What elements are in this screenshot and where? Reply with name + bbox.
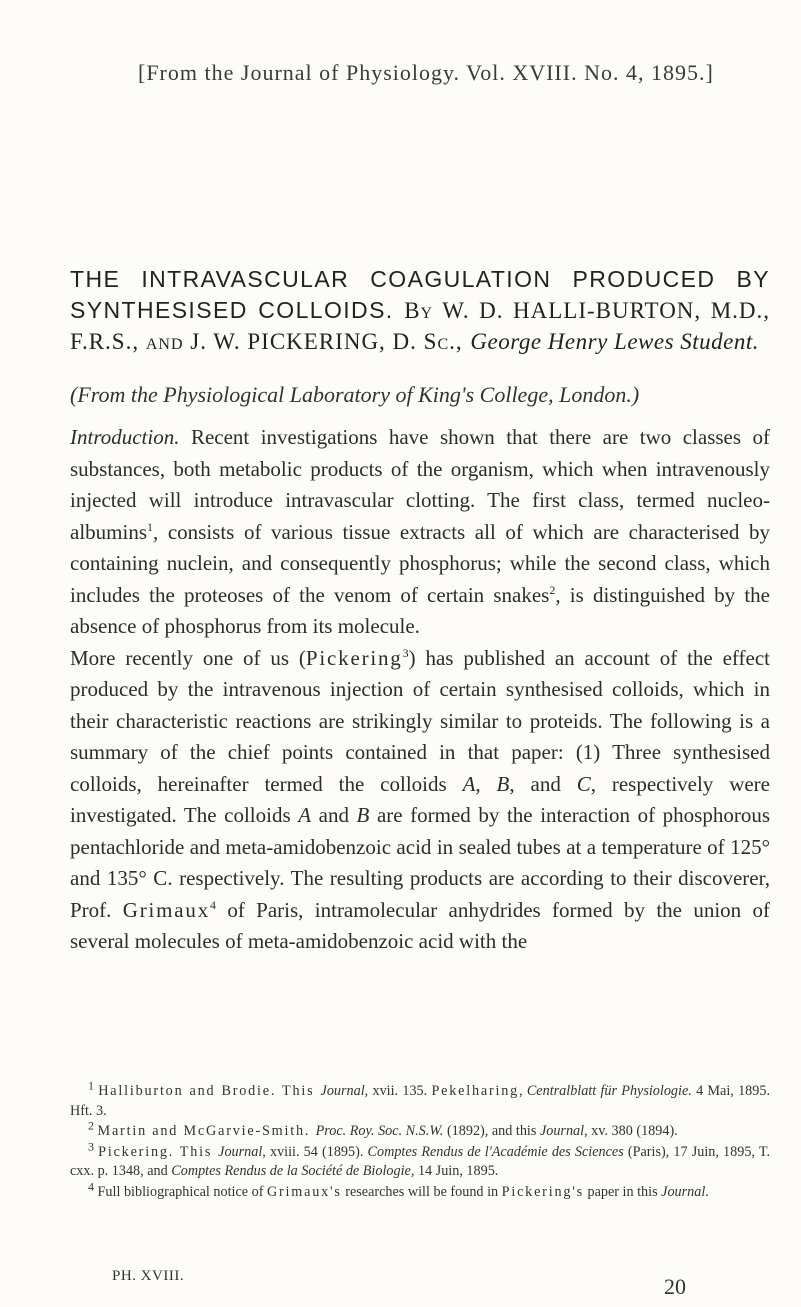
source-header: [From the Journal of Physiology. Vol. XVIII. No. 4, 1895.] xyxy=(138,60,714,85)
text-run: paper in this xyxy=(583,1183,662,1200)
text-run: of Paris, intramolecular anhydrides formed by the union of several molecules of meta-amidobenzoic acid with the xyxy=(70,897,771,953)
text-run: Journal xyxy=(218,1143,263,1160)
text-run: Pickering. This xyxy=(98,1143,219,1160)
text-run: More recently one of us ( xyxy=(70,645,306,670)
text-run: researches will be found in xyxy=(341,1183,502,1200)
colloid-label: B xyxy=(496,771,510,796)
title-authors: By W. D. HALLI-BURTON, M.D., F.R.S., and J. W. PICKERING, D. Sc., xyxy=(70,298,771,354)
footnote-number: 3 xyxy=(88,1138,94,1153)
text-run: Grimaux's xyxy=(266,1183,342,1200)
text-run: . xyxy=(705,1183,709,1200)
footnotes xyxy=(70,1078,771,1203)
footnote-number: 1 xyxy=(88,1078,94,1093)
footnote-number: 2 xyxy=(88,1118,94,1133)
text-run: Comptes Rendus de la Société de Biologie xyxy=(171,1163,411,1179)
text-run: Recent investigations have shown that there are two classes of substances, both metabolic products of the organism, which when intravenously injected will introduce intravascular clotting. The first class, termed nucleo-albumins xyxy=(70,425,770,544)
text-run: and xyxy=(311,803,357,827)
footnote-ref: 4 xyxy=(210,897,217,912)
author-affiliation: George Henry Lewes Student. xyxy=(470,329,760,354)
paragraph-summary xyxy=(70,643,770,958)
text-run: , xyxy=(475,771,497,796)
footnote-3 xyxy=(70,1138,771,1182)
text-run: , respectively were investigated. The colloids xyxy=(70,771,770,827)
volume-signature: PH. XVIII. xyxy=(112,1268,185,1284)
title-main: THE INTRAVASCULAR COAGULATION PRODUCED BY SYNTHESISED COLLOIDS. xyxy=(70,266,770,323)
text-run: Pickering's xyxy=(501,1183,584,1200)
colloid-label: B xyxy=(356,803,370,827)
footnote-ref: 2 xyxy=(549,582,556,597)
text-run: , consists of various tissue extracts all of which are characterised by containing nuclein, and consequently phosphorus; while the second class, which includes the proteoses of the venom of certain snakes xyxy=(70,519,770,607)
text-run: , 14 Juin, 1895. xyxy=(410,1163,499,1179)
footnote-4 xyxy=(70,1178,770,1203)
text-run: Journal xyxy=(539,1123,585,1139)
laboratory-line: (From the Physiological Laboratory of King's College, London.) xyxy=(70,382,640,407)
text-run: , xviii. 54 (1895). xyxy=(262,1143,368,1160)
text-run: , is distinguished by the absence of phosphorus from its molecule. xyxy=(70,582,770,638)
text-run: Full bibliographical notice of xyxy=(97,1183,267,1200)
text-run: Martin and McGarvie-Smith. xyxy=(97,1123,316,1139)
article-body xyxy=(70,422,770,958)
footnote-ref: 3 xyxy=(402,645,409,660)
text-run: (Paris), 17 Juin, 1895, T. cxx. p. 1348, and xyxy=(70,1143,771,1179)
footnote-2 xyxy=(70,1118,770,1142)
text-run: Proc. Roy. Soc. N.S.W. xyxy=(315,1123,444,1139)
text-run: Comptes Rendus de l'Académie des Sciences xyxy=(367,1143,624,1160)
text-run: , and xyxy=(509,771,577,796)
text-run: , xvii. 135. xyxy=(364,1083,432,1099)
author-name: Pickering xyxy=(305,645,403,670)
footnote-ref: 1 xyxy=(147,519,153,534)
text-run: Journal xyxy=(661,1183,706,1200)
text-run: , xv. 380 (1894). xyxy=(584,1123,678,1139)
section-heading: Introduction. xyxy=(70,425,180,449)
text-run: Journal xyxy=(320,1083,365,1099)
footnote-1 xyxy=(70,1078,771,1121)
text-run: , xyxy=(519,1083,527,1099)
colloid-label: C xyxy=(576,771,591,796)
text-run: Centralblatt für Physiologie. xyxy=(526,1083,692,1099)
text-run: (1892), and this xyxy=(443,1123,540,1139)
colloid-label: A xyxy=(298,803,312,827)
article-title xyxy=(70,264,770,357)
paragraph-introduction xyxy=(70,422,770,643)
text-run: are formed by the interaction of phosphorous pentachloride and meta-amidobenzoic acid in sealed tubes at a temperature of 125° and 135° C. respectively. The resulting products are according to their discoverer, Prof. xyxy=(70,803,770,922)
text-run: Halliburton and Brodie. This xyxy=(98,1083,321,1099)
page-number: 20 xyxy=(664,1274,686,1299)
text-run: 4 Mai, 1895. Hft. 3. xyxy=(70,1083,771,1119)
text-run: ) has published an account of the effect produced by the intravenous injection of certain synthesised colloids, which in their characteristic reactions are strikingly similar to proteids. The following is a summary of the chief points contained in that paper: (1) Three synthesised colloids, hereinafter termed the colloids xyxy=(70,645,770,796)
text-run: Pekelharing xyxy=(431,1083,520,1099)
colloid-label: A xyxy=(462,771,476,796)
author-name: Grimaux xyxy=(122,897,211,922)
footnote-number: 4 xyxy=(88,1178,94,1193)
